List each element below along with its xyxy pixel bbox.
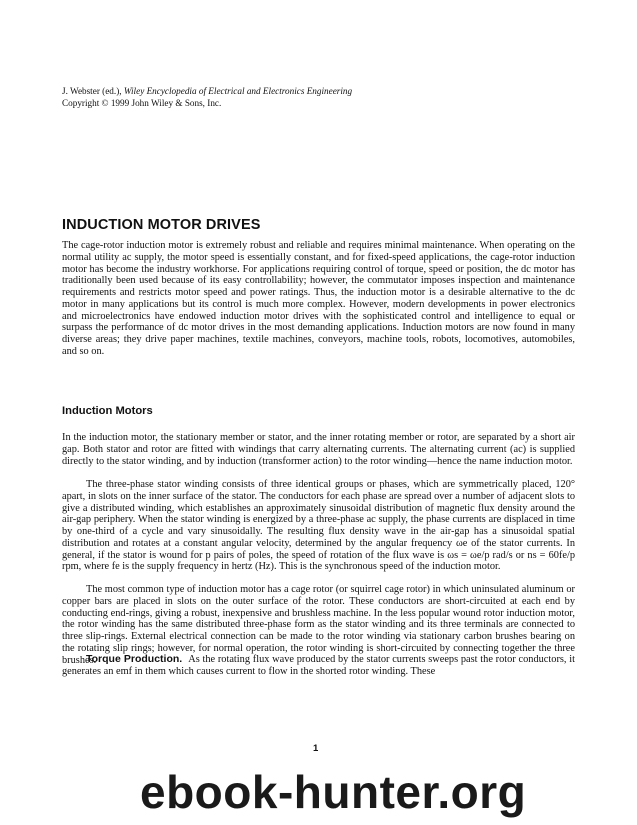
- page-number: 1: [313, 743, 319, 754]
- citation-header: [62, 85, 352, 109]
- intro-paragraph: The cage-rotor induction motor is extremely robust and reliable and requires minimal maintenance. When operating on the normal utility ac supply, the motor speed is essentially constant, and for fixed-speed applications, the cage-rotor induction motor has become the industry workhorse. For applications requiring control of torque, speed or position, the dc motor has traditionally been used because of its easy controllability; however, the commutator imposes inspection and maintenance requirements and restricts motor speed and power ratings. Thus, the induction motor is a desirable alternative to the dc motor in many applications but its control is much more complex. However, modern developments in power electronics and microelectronics have endowed induction motor drives with the sophisticated control and intelligence to equal or surpass the performance of dc motor drives in the most demanding applications. Induction motors are now found in many diverse areas; they drive paper machines, textile machines, conveyors, machine tools, robots, locomotives, automobiles, and so on.: [62, 240, 575, 357]
- body-paragraph-2: The three-phase stator winding consists of three identical groups or phases, which are symmetrically placed, 120° apart, in slots on the inner surface of the stator. The conductors for each phase are spread over a number of adjacent slots to give a distributed winding, which establishes an approximately sinusoidal distribution of magnetic flux density around the air-gap periphery. When the stator winding is energized by a three-phase ac supply, the phase currents are displaced in time by one-third of a cycle and vary sinusoidally. The resulting flux density wave in the air-gap has a sinusoidal spatial distribution and rotates at a constant angular velocity, determined by the angular frequency ωe of the stator currents. In general, if the stator is wound for p pairs of poles, the speed of rotation of the flux wave is ωs = ωe/p rad/s or ns = 60fe/p rpm, where fe is the supply frequency in hertz (Hz). This is the synchronous speed of the induction motor.: [62, 479, 575, 573]
- watermark: ebook-hunter.org: [140, 766, 527, 818]
- article-title: INDUCTION MOTOR DRIVES: [62, 217, 261, 233]
- run-in-heading: Torque Production.: [86, 653, 183, 665]
- citation-work-title: Wiley Encyclopedia of Electrical and Electronics Engineering: [123, 86, 353, 96]
- body-paragraph-1: In the induction motor, the stationary member or stator, and the inner rotating member or rotor, are separated by a short air gap. Both stator and rotor are fitted with windings that carry alternating currents. The alternating current (ac) is supplied directly to the stator winding, and by induction (transformer action) to the rotor winding—hence the name induction motor.: [62, 432, 575, 467]
- copyright-line: Copyright © 1999 John Wiley & Sons, Inc.: [62, 98, 222, 108]
- citation-editor: J. Webster (ed.),: [62, 86, 122, 96]
- citation-line-1: [62, 85, 352, 97]
- body-paragraph-3: The most common type of induction motor has a cage rotor (or squirrel cage rotor) in which uninsulated aluminum or copper bars are placed in slots on the outer surface of the rotor. These conductors are short-circuited at each end by conducting end-rings, giving a robust, inexpensive and brushless machine. In the less popular wound rotor induction motor, the rotor winding has the same distributed three-phase form as the stator winding and its three terminals are connected to three slip-rings. External electrical connection can be made to the rotor winding via stationary carbon brushes bearing on the rotating slip rings; however, for normal operation, the rotor winding is short-circuited by connecting together the three brushes.: [62, 584, 575, 666]
- section-heading: Induction Motors: [62, 405, 153, 417]
- body-paragraph-4-text: As the rotating flux wave produced by the stator currents sweeps past the rotor conductors, it generates an emf in them which causes current to flow in the shorted rotor winding. These: [62, 654, 575, 677]
- body-paragraph-4: [62, 654, 575, 678]
